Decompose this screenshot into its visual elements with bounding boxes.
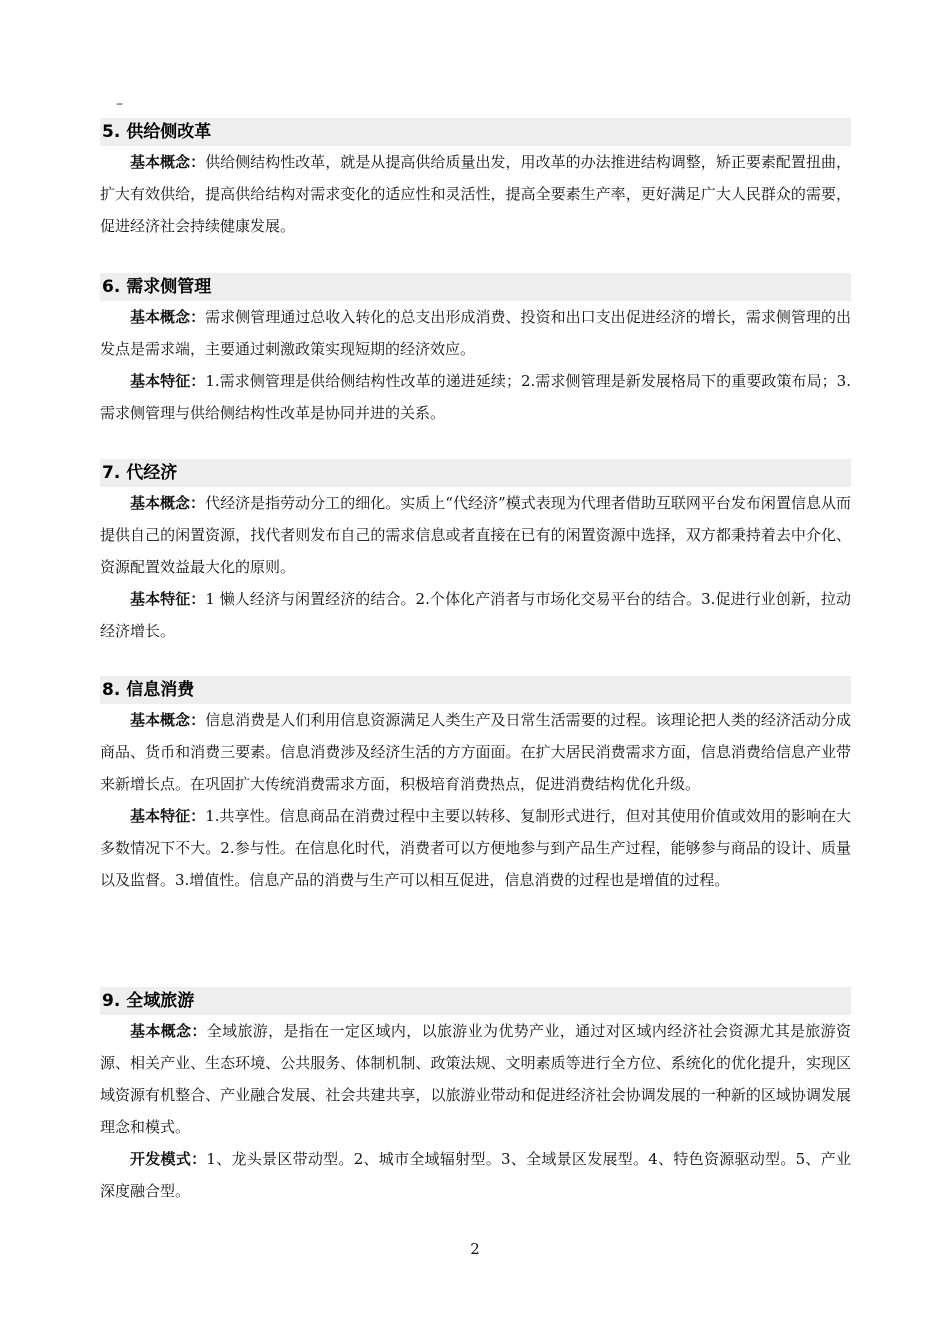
paragraph-label: 基本特征： xyxy=(130,590,206,608)
paragraph-label: 基本概念： xyxy=(130,1022,207,1040)
paragraph-text: 需求侧管理通过总收入转化的总支出形成消费、投资和出口支出促进经济的增长，需求侧管理的出发点是需求端，主要通过刺激政策实现短期的经济效应。 xyxy=(100,308,851,358)
paragraph-text: 1、龙头景区带动型。2、城市全域辐射型。3、全域景区发展型。4、特色资源驱动型。5、产业深度融合型。 xyxy=(100,1150,851,1200)
paragraph-text: 1 懒人经济与闲置经济的结合。2.个体化产消者与市场化交易平台的结合。3.促进行业创新，拉动经济增长。 xyxy=(100,590,851,640)
paragraph xyxy=(100,146,851,242)
paragraph-text: 信息消费是人们利用信息资源满足人类生产及日常生活需要的过程。该理论把人类的经济活动分成商品、货币和消费三要素。信息消费涉及经济生活的方方面面。在扩大居民消费需求方面，信息消费给信息产业带来新增长点。在巩固扩大传统消费需求方面，积极培育消费热点，促进消费结构优化升级。 xyxy=(100,711,851,793)
section-proxy-economy xyxy=(100,459,851,647)
paragraph xyxy=(100,583,851,647)
paragraph-text: 代经济是指劳动分工的细化。实质上“代经济”模式表现为代理者借助互联网平台发布闲置信息从而提供自己的闲置资源，找代者则发布自己的需求信息或者直接在已有的闲置资源中选择，双方都秉持着去中介化、资源配置效益最大化的原则。 xyxy=(100,494,851,576)
paragraph-label: 基本特征： xyxy=(130,807,206,825)
paragraph-label: 基本概念： xyxy=(130,494,206,512)
section-information-consumption xyxy=(100,676,851,896)
top-mark: – xyxy=(116,96,123,112)
paragraph-text: 1.共享性。信息商品在消费过程中主要以转移、复制形式进行，但对其使用价值或效用的影响在大多数情况下不大。2.参与性。在信息化时代，消费者可以方便地参与到产品生产过程，能够参与商品的设计、质量以及监督。3.增值性。信息产品的消费与生产可以相互促进，信息消费的过程也是增值的过程。 xyxy=(100,807,851,889)
paragraph-text: 全域旅游，是指在一定区域内，以旅游业为优势产业，通过对区域内经济社会资源尤其是旅游资源、相关产业、生态环境、公共服务、体制机制、政策法规、文明素质等进行全方位、系统化的优化提升，实现区域资源有机整合、产业融合发展、社会共建共享，以旅游业带动和促进经济社会协调发展的一种新的区域协调发展理念和模式。 xyxy=(100,1022,851,1136)
section-all-for-one-tourism xyxy=(100,987,851,1207)
section-heading: 8. 信息消费 xyxy=(100,676,851,704)
paragraph xyxy=(100,704,851,800)
section-heading: 5. 供给侧改革 xyxy=(100,118,851,146)
section-heading: 7. 代经济 xyxy=(100,459,851,487)
paragraph-label: 基本概念： xyxy=(130,153,206,171)
page-number: 2 xyxy=(470,1240,480,1258)
paragraph-text: 1.需求侧管理是供给侧结构性改革的递进延续；2.需求侧管理是新发展格局下的重要政策布局；3.需求侧管理与供给侧结构性改革是协同并进的关系。 xyxy=(100,372,851,422)
section-heading: 6. 需求侧管理 xyxy=(100,273,851,301)
section-supply-side-reform xyxy=(100,118,851,242)
paragraph-label: 开发模式： xyxy=(130,1150,207,1168)
paragraph-label: 基本概念： xyxy=(130,308,206,326)
paragraph-text: 供给侧结构性改革，就是从提高供给质量出发，用改革的办法推进结构调整，矫正要素配置扭曲，扩大有效供给，提高供给结构对需求变化的适应性和灵活性，提高全要素生产率，更好满足广大人民群众的需要，促进经济社会持续健康发展。 xyxy=(100,153,851,235)
section-heading: 9. 全域旅游 xyxy=(100,987,851,1015)
section-demand-side-management xyxy=(100,273,851,429)
paragraph xyxy=(100,1015,851,1143)
paragraph xyxy=(100,301,851,365)
paragraph-label: 基本特征： xyxy=(130,372,206,390)
paragraph xyxy=(100,800,851,896)
paragraph-label: 基本概念： xyxy=(130,711,206,729)
paragraph xyxy=(100,365,851,429)
paragraph xyxy=(100,487,851,583)
paragraph xyxy=(100,1143,851,1207)
